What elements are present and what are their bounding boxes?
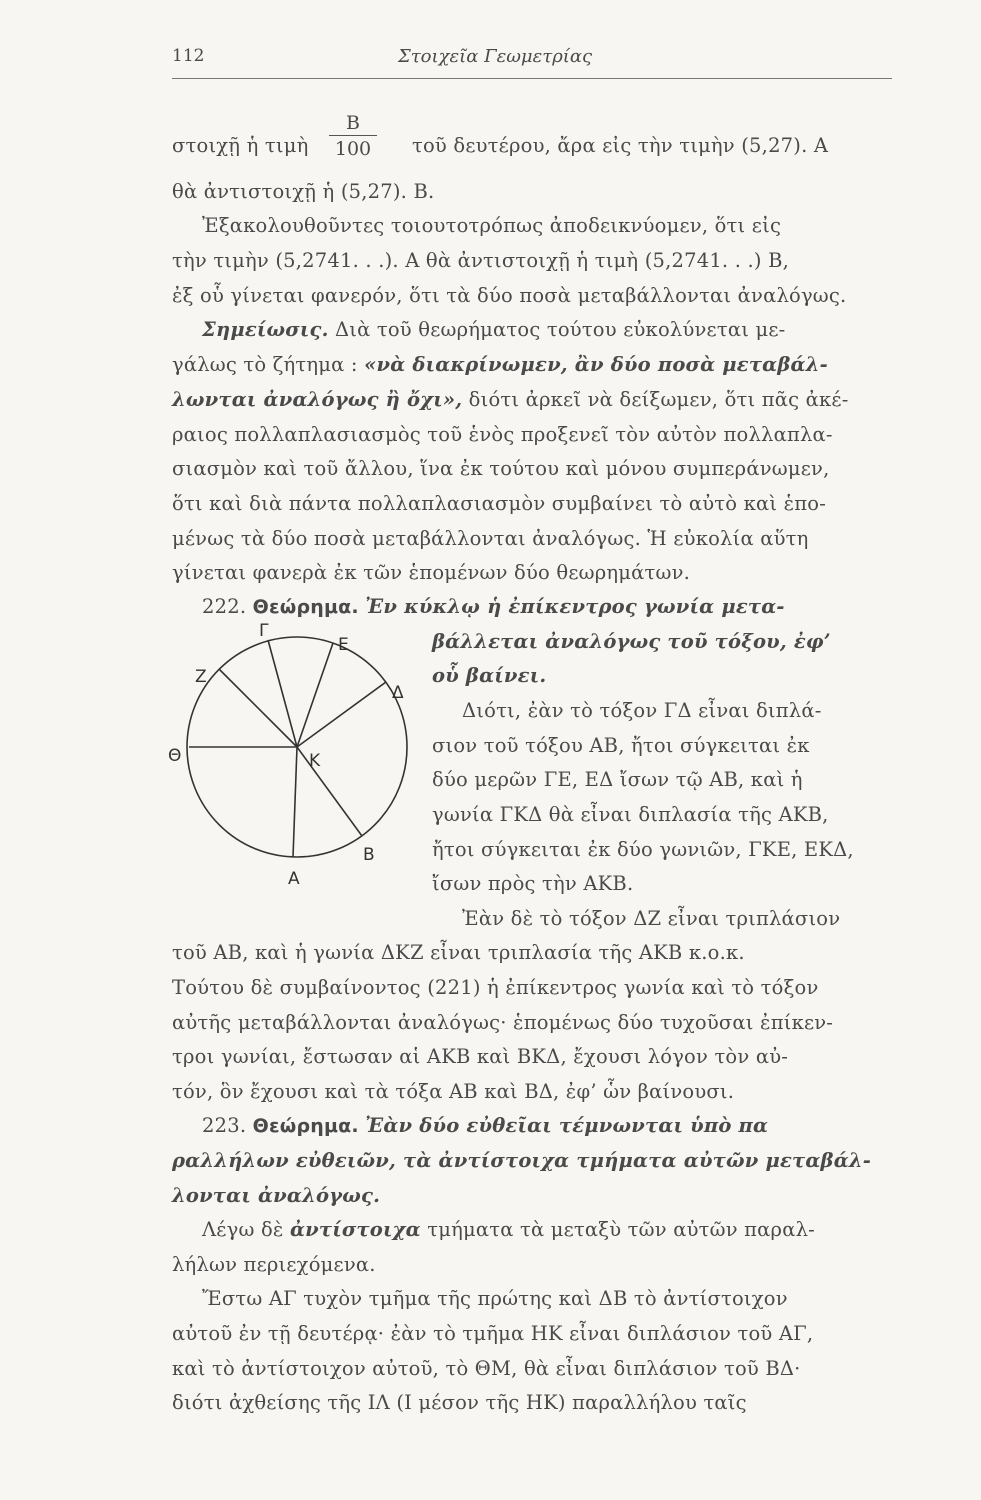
text-line: αὐτοῦ ἐν τῇ δευτέρᾳ· ἐὰν τὸ τμῆμα ΗΚ εἶναι διπλάσιον τοῦ ΑΓ, (172, 1322, 814, 1345)
text-line: τοῦ δευτέρου, ἄρα εἰς τὴν τιμὴν (5,27). Α (412, 134, 829, 157)
text-line: λήλων περιεχόμενα. (172, 1253, 376, 1276)
text-line (172, 353, 828, 376)
theorem-number: 223. (202, 1114, 247, 1137)
theorem-label: Θεώρημα. (252, 1115, 359, 1137)
text-line: θὰ ἀντιστοιχῇ ἡ (5,27). Β. (172, 180, 435, 203)
text-span: διότι ἀρκεῖ νὰ δείξωμεν, ὅτι πᾶς ἀκέ- (468, 388, 849, 411)
radius-k-z (219, 669, 297, 747)
emphasis-span: ἀντίστοιχα (289, 1218, 421, 1241)
fraction-numerator: Β (346, 112, 360, 134)
text-line: τοῦ ΑΒ, καὶ ἡ γωνία ΔΚΖ εἶναι τριπλασία τῆς ΑΚΒ κ.ο.κ. (172, 941, 745, 964)
label-delta: Δ (392, 683, 404, 703)
text-line: Ἐξακολουθοῦντες τοιουτοτρόπως ἀποδεικνύομεν, ὅτι εἰς (202, 214, 782, 237)
theorem-number: 222. (202, 595, 247, 618)
label-zeta: Ζ (195, 667, 207, 687)
text-line: ἤτοι σύγκειται ἐκ δύο γωνιῶν, ΓΚΕ, ΕΚΔ, (432, 838, 854, 861)
label-epsilon: Ε (338, 635, 349, 655)
page-number: 112 (172, 46, 205, 66)
text-line (202, 318, 785, 341)
radius-k-g (268, 640, 297, 747)
theorem-label: Θεώρημα. (252, 596, 359, 618)
radius-k-e (297, 643, 333, 747)
text-line: Ἐὰν δὲ τὸ τόξον ΔΖ εἶναι τριπλάσιον (462, 907, 841, 930)
text-line: ραιος πολλαπλασιασμὸς τοῦ ἑνὸς προξενεῖ τὸν αὐτὸν πολλαπλα- (172, 423, 833, 446)
theorem-statement: βάλλεται ἀναλόγως τοῦ τόξου, ἐφ’ (432, 630, 831, 653)
running-title: Στοιχεῖα Γεωμετρίας (398, 46, 593, 67)
remark-label: Σημείωσις. (202, 318, 329, 341)
label-alpha: Α (288, 869, 300, 889)
fraction-denominator: 100 (334, 138, 372, 160)
text-line: γωνία ΓΚΔ θὰ εἶναι διπλασία τῆς ΑΚΒ, (432, 803, 829, 826)
circle-figure (160, 620, 430, 890)
emphasis-span: λωνται ἀναλόγως ἢ ὄχι», (172, 388, 463, 411)
text-line: Τούτου δὲ συμβαίνοντος (221) ἡ ἐπίκεντρος γωνία καὶ τὸ τόξον (172, 976, 819, 999)
text-line: καὶ τὸ ἀντίστοιχον αὐτοῦ, τὸ ΘΜ, θὰ εἶναι διπλάσιον τοῦ ΒΔ· (172, 1357, 801, 1380)
page-header (172, 46, 892, 79)
text-line: αὐτῆς μεταβάλλονται ἀναλόγως· ἑπομένως δύο τυχοῦσαι ἐπίκεν- (172, 1011, 834, 1034)
text-line: γίνεται φανερὰ ἐκ τῶν ἑπομένων δύο θεωρημάτων. (172, 561, 691, 584)
label-gamma: Γ (259, 621, 269, 641)
text-line: Ἔστω ΑΓ τυχὸν τμῆμα τῆς πρώτης καὶ ΔΒ τὸ ἀντίστοιχον (202, 1287, 788, 1310)
radius-k-a (293, 747, 297, 857)
text-line: ὅτι καὶ διὰ πάντα πολλαπλασιασμὸν συμβαίνει τὸ αὐτὸ καὶ ἑπο- (172, 492, 827, 515)
text-span: Λέγω δὲ (202, 1218, 284, 1241)
emphasis-span: «νὰ διακρίνωμεν, ἂν δύο ποσὰ μεταβάλ- (364, 353, 828, 376)
text-line: διότι ἀχθείσης τῆς ΙΛ (Ι μέσον τῆς ΗΚ) παραλλήλου ταῖς (172, 1391, 747, 1414)
text-line: δύο μερῶν ΓΕ, ΕΔ ἴσων τῷ ΑΒ, καὶ ἡ (432, 768, 803, 791)
radius-k-b (297, 747, 362, 836)
label-beta: Β (363, 845, 375, 865)
fraction (329, 112, 377, 160)
text-line: ἐξ οὗ γίνεται φανερόν, ὅτι τὰ δύο ποσὰ μεταβάλλονται ἀναλόγως. (172, 284, 847, 307)
text-line (172, 388, 849, 411)
text-span: Διὰ τοῦ θεωρήματος τούτου εὐκολύνεται με- (334, 318, 786, 341)
text-span: τμήματα τὰ μεταξὺ τῶν αὐτῶν παραλ- (427, 1218, 815, 1241)
label-kappa: Κ (309, 751, 321, 771)
theorem-223-heading (202, 1114, 768, 1137)
text-line: τόν, ὃν ἔχουσι καὶ τὰ τόξα ΑΒ καὶ ΒΔ, ἐφ’ ὧν βαίνουσι. (172, 1080, 735, 1103)
text-line: σιασμὸν καὶ τοῦ ἄλλου, ἵνα ἐκ τούτου καὶ μόνου συμπεράνωμεν, (172, 457, 830, 480)
text-line: στοιχῇ ἡ τιμὴ (172, 134, 309, 157)
text-span: γάλως τὸ ζήτημα : (172, 353, 358, 376)
text-line: τὴν τιμὴν (5,2741. . .). Α θὰ ἀντιστοιχῇ ἡ τιμὴ (5,2741. . .) Β, (172, 249, 790, 272)
fraction-bar (329, 135, 377, 136)
text-line: ἴσων πρὸς τὴν ΑΚΒ. (432, 872, 634, 895)
text-line: τροι γωνίαι, ἔστωσαν αἱ ΑΚΒ καὶ ΒΚΔ, ἔχουσι λόγον τὸν αὐ- (172, 1045, 789, 1068)
text-line: σιον τοῦ τόξου ΑΒ, ἤτοι σύγκειται ἐκ (432, 734, 810, 757)
text-line: μένως τὰ δύο ποσὰ μεταβάλλονται ἀναλόγως. Ἡ εὐκολία αὕτη (172, 527, 809, 550)
text-line (202, 1218, 815, 1241)
label-theta: Θ (168, 746, 182, 766)
theorem-statement: ραλλήλων εὐθειῶν, τὰ ἀντίστοιχα τμήματα αὐτῶν μεταβάλ- (172, 1149, 872, 1172)
theorem-222-heading (202, 595, 785, 618)
theorem-statement: Ἐν κύκλῳ ἡ ἐπίκεντρος γωνία μετα- (365, 595, 785, 618)
text-line: Διότι, ἐὰν τὸ τόξον ΓΔ εἶναι διπλά- (462, 699, 822, 722)
theorem-statement: οὗ βαίνει. (432, 664, 547, 687)
radius-k-d (297, 682, 386, 747)
theorem-statement: λονται ἀναλόγως. (172, 1184, 381, 1207)
theorem-statement: Ἐὰν δύο εὐθεῖαι τέμνωνται ὑπὸ πα (365, 1114, 769, 1137)
